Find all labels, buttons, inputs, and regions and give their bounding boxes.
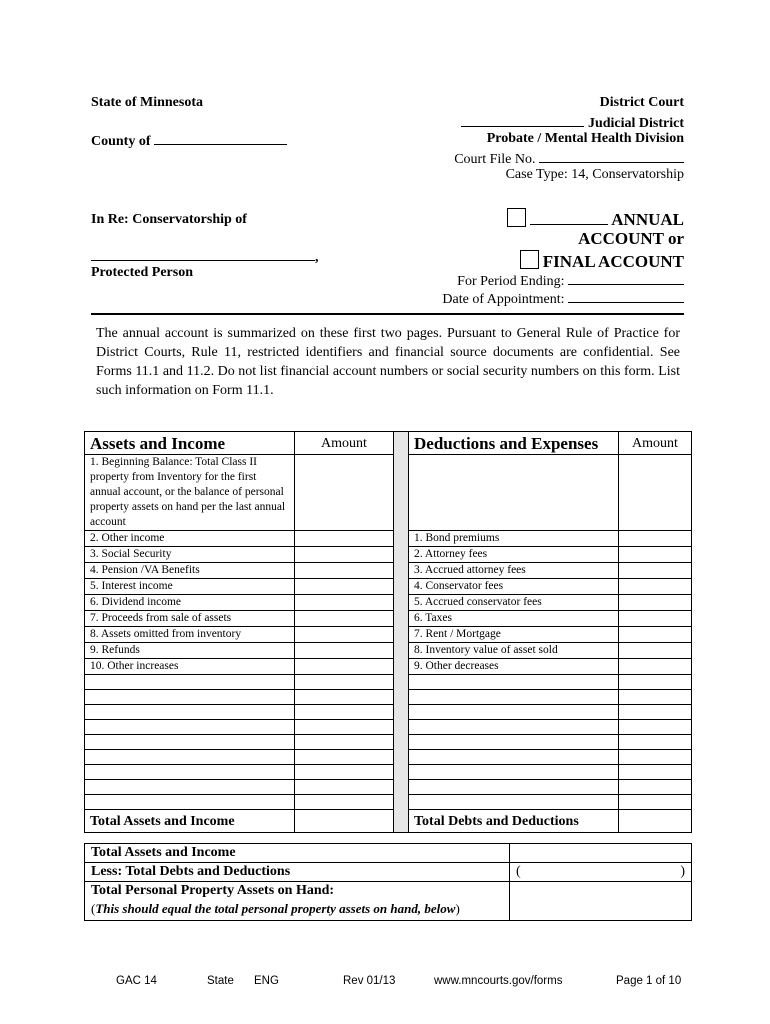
blank-asset-field[interactable]	[85, 705, 295, 720]
deduction-item: 4. Conservator fees	[409, 579, 619, 595]
table-row	[85, 659, 692, 675]
blank-asset-field[interactable]	[85, 735, 295, 750]
appointment-line	[384, 289, 684, 308]
asset-item: 3. Social Security	[85, 547, 295, 563]
annual-line	[384, 208, 684, 230]
blank-row	[85, 705, 692, 720]
court-file-label: Court File No.	[454, 152, 536, 167]
blank-deduction-field[interactable]	[409, 690, 619, 705]
totals-row	[85, 810, 692, 833]
summary-row	[85, 844, 692, 863]
asset-amount-field[interactable]	[295, 659, 394, 675]
summary-total-on-hand: Total Personal Property Assets on Hand:	[91, 883, 335, 898]
summary-total-on-hand-cell	[85, 882, 510, 921]
summary-less-debts-field[interactable]	[510, 863, 692, 882]
assets-title: Assets and Income	[85, 432, 295, 455]
table-row	[85, 627, 692, 643]
blank-asset-field[interactable]	[85, 690, 295, 705]
deduction-amount-field[interactable]	[619, 579, 692, 595]
case-type: Case Type: 14, Conservatorship	[505, 167, 684, 182]
annual-checkbox[interactable]	[507, 208, 526, 227]
assets-amount-header: Amount	[295, 432, 394, 455]
blank-asset-amount-field[interactable]	[295, 720, 394, 735]
blank-asset-field[interactable]	[85, 720, 295, 735]
footer-url[interactable]: www.mncourts.gov/forms	[434, 975, 563, 987]
asset-item: 4. Pension /VA Benefits	[85, 563, 295, 579]
blank-deduction-amount-field[interactable]	[619, 795, 692, 810]
asset-item: 8. Assets omitted from inventory	[85, 627, 295, 643]
table-row	[85, 643, 692, 659]
blank-deduction-field[interactable]	[409, 735, 619, 750]
blank-row	[85, 720, 692, 735]
account-or-label: ACCOUNT or	[578, 229, 684, 248]
total-assets-amount-field[interactable]	[295, 810, 394, 833]
intro-paragraph: The annual account is summarized on these first two pages. Pursuant to General Rule of Practice for District Courts, Rule 11, restricted identifiers and financial source documents are confidential. See Forms 11.1 and 11.2. Do not list financial account numbers or social security numbers on this form. List such information on Form 11.1.	[96, 326, 680, 398]
blank-asset-amount-field[interactable]	[295, 750, 394, 765]
asset-item: 10. Other increases	[85, 659, 295, 675]
blank-asset-amount-field[interactable]	[295, 705, 394, 720]
asset-amount-field[interactable]	[295, 547, 394, 563]
final-account-checkbox[interactable]	[520, 250, 539, 269]
county-label	[91, 131, 287, 150]
deduction-amount-field[interactable]	[619, 547, 692, 563]
period-ending-line	[384, 271, 684, 290]
summary-less-debts: Less: Total Debts and Deductions	[85, 863, 510, 882]
division-label: Probate / Mental Health Division	[486, 131, 684, 146]
blank-asset-amount-field[interactable]	[295, 735, 394, 750]
asset-amount-field[interactable]	[295, 531, 394, 547]
table-row	[85, 563, 692, 579]
summary-row	[85, 882, 692, 921]
table-row	[85, 611, 692, 627]
blank-deduction-field[interactable]	[409, 720, 619, 735]
total-deductions-label: Total Debts and Deductions	[409, 810, 619, 833]
asset-amount-field[interactable]	[295, 643, 394, 659]
in-re-label: In Re: Conservatorship of	[91, 212, 247, 227]
blank-deduction-field[interactable]	[409, 795, 619, 810]
table-row	[85, 531, 692, 547]
judicial-district-field[interactable]	[461, 113, 584, 127]
deduction-amount-field[interactable]	[619, 531, 692, 547]
table-row	[85, 547, 692, 563]
blank-deduction-field[interactable]	[409, 750, 619, 765]
blank-asset-field[interactable]	[85, 765, 295, 780]
court-file-line	[384, 149, 684, 168]
deduction-item: 3. Accrued attorney fees	[409, 563, 619, 579]
blank-deduction-amount-field[interactable]	[619, 690, 692, 705]
deduction-amount-field[interactable]	[619, 455, 692, 531]
asset-item: 5. Interest income	[85, 579, 295, 595]
deduction-amount-field[interactable]	[619, 627, 692, 643]
deduction-amount-field[interactable]	[619, 563, 692, 579]
deduction-item: 7. Rent / Mortgage	[409, 627, 619, 643]
table-row	[85, 455, 692, 531]
summary-table	[84, 843, 692, 921]
period-ending-label: For Period Ending:	[457, 274, 565, 289]
table-header-row	[85, 432, 692, 455]
blank-deduction-field[interactable]	[409, 675, 619, 690]
blank-asset-field[interactable]	[85, 780, 295, 795]
asset-amount-field[interactable]	[295, 455, 394, 531]
deductions-amount-header: Amount	[619, 432, 692, 455]
table-row	[85, 595, 692, 611]
county-field[interactable]	[154, 131, 287, 145]
final-account-line	[384, 250, 684, 272]
blank-deduction-amount-field[interactable]	[619, 705, 692, 720]
deduction-item	[409, 455, 619, 531]
footer-revision: Rev 01/13	[343, 975, 396, 987]
deductions-title: Deductions and Expenses	[409, 432, 619, 455]
summary-total-assets: Total Assets and Income	[85, 844, 510, 863]
blank-asset-amount-field[interactable]	[295, 780, 394, 795]
blank-row	[85, 795, 692, 810]
asset-amount-field[interactable]	[295, 563, 394, 579]
asset-item: 9. Refunds	[85, 643, 295, 659]
footer-page-number: Page 1 of 10	[616, 975, 682, 987]
final-account-label: FINAL ACCOUNT	[542, 252, 684, 271]
deduction-item: 5. Accrued conservator fees	[409, 595, 619, 611]
asset-item: 7. Proceeds from sale of assets	[85, 611, 295, 627]
blank-row	[85, 750, 692, 765]
annual-year-field[interactable]	[530, 209, 608, 225]
blank-asset-field[interactable]	[85, 675, 295, 690]
summary-note-line: (This should equal the total personal property assets on hand, below)	[91, 901, 460, 916]
comma: ,	[315, 250, 319, 265]
blank-deduction-amount-field[interactable]	[619, 780, 692, 795]
deduction-amount-field[interactable]	[619, 595, 692, 611]
blank-asset-amount-field[interactable]	[295, 690, 394, 705]
account-table	[84, 431, 692, 833]
blank-row	[85, 735, 692, 750]
blank-asset-amount-field[interactable]	[295, 795, 394, 810]
state-label: State of Minnesota	[91, 95, 203, 110]
deduction-item: 2. Attorney fees	[409, 547, 619, 563]
blank-row	[85, 780, 692, 795]
deduction-amount-field[interactable]	[619, 611, 692, 627]
footer-language: ENG	[254, 975, 279, 987]
blank-deduction-amount-field[interactable]	[619, 720, 692, 735]
protected-person-field[interactable]	[91, 247, 315, 261]
annual-label: ANNUAL	[611, 210, 684, 229]
blank-deduction-field[interactable]	[409, 765, 619, 780]
asset-amount-field[interactable]	[295, 611, 394, 627]
asset-amount-field[interactable]	[295, 595, 394, 611]
footer-form-number: GAC 14	[116, 975, 157, 987]
protected-person-name-line	[91, 247, 319, 266]
summary-total-assets-field[interactable]	[510, 844, 692, 863]
protected-person-label: Protected Person	[91, 265, 193, 280]
paren-close: )	[680, 864, 685, 879]
summary-row	[85, 863, 692, 882]
summary-note: This should equal the total personal property assets on hand, below	[95, 901, 456, 916]
asset-item: 2. Other income	[85, 531, 295, 547]
blank-row	[85, 765, 692, 780]
deduction-amount-field[interactable]	[619, 659, 692, 675]
table-row	[85, 579, 692, 595]
summary-total-on-hand-field[interactable]	[510, 882, 692, 921]
judicial-district-label: Judicial District	[587, 116, 684, 131]
caption-divider	[91, 313, 684, 315]
blank-asset-amount-field[interactable]	[295, 675, 394, 690]
deduction-item: 1. Bond premiums	[409, 531, 619, 547]
period-ending-field[interactable]	[568, 271, 684, 285]
court-label: District Court	[599, 95, 684, 110]
blank-deduction-amount-field[interactable]	[619, 750, 692, 765]
blank-deduction-field[interactable]	[409, 705, 619, 720]
court-file-field[interactable]	[539, 149, 684, 163]
column-separator	[394, 432, 409, 833]
asset-amount-field[interactable]	[295, 579, 394, 595]
blank-deduction-amount-field[interactable]	[619, 735, 692, 750]
asset-item: 1. Beginning Balance: Total Class II property from Inventory for the first annual account, or the balance of personal property assets on hand per the last annual account	[85, 455, 295, 531]
blank-deduction-amount-field[interactable]	[619, 675, 692, 690]
asset-item: 6. Dividend income	[85, 595, 295, 611]
blank-asset-field[interactable]	[85, 750, 295, 765]
appointment-date-field[interactable]	[568, 289, 684, 303]
total-assets-label: Total Assets and Income	[85, 810, 295, 833]
judicial-district-line	[384, 113, 684, 132]
appointment-label: Date of Appointment:	[442, 292, 565, 307]
deduction-item: 8. Inventory value of asset sold	[409, 643, 619, 659]
blank-asset-amount-field[interactable]	[295, 765, 394, 780]
deduction-amount-field[interactable]	[619, 643, 692, 659]
blank-row	[85, 690, 692, 705]
deduction-item: 9. Other decreases	[409, 659, 619, 675]
blank-row	[85, 675, 692, 690]
blank-asset-field[interactable]	[85, 795, 295, 810]
total-deductions-amount-field[interactable]	[619, 810, 692, 833]
asset-amount-field[interactable]	[295, 627, 394, 643]
blank-deduction-field[interactable]	[409, 780, 619, 795]
blank-deduction-amount-field[interactable]	[619, 765, 692, 780]
county-label-text: County of	[91, 134, 151, 149]
deduction-item: 6. Taxes	[409, 611, 619, 627]
footer-state: State	[207, 975, 234, 987]
paren-open: (	[516, 864, 521, 879]
